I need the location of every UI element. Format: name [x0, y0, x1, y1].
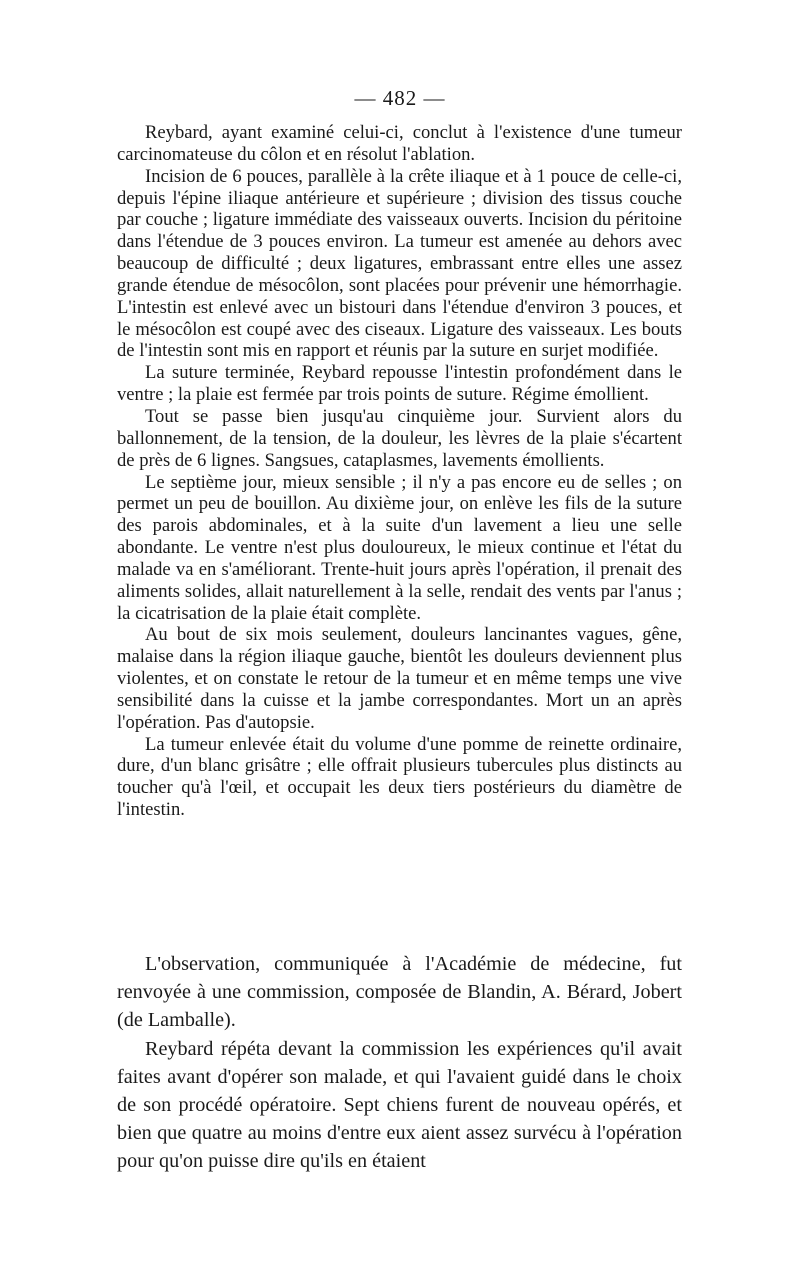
paragraph: La tumeur enlevée était du volume d'une pomme de reinette ordinaire, dure, d'un blanc grisâtre ; elle offrait plusieurs tubercules plus distincts au toucher qu'à l'œil, et occupait les deux tiers postérieurs du diamètre de l'intestin. [117, 733, 682, 821]
paragraph: L'observation, communiquée à l'Académie de médecine, fut renvoyée à une commission, composée de Blandin, A. Bérard, Jobert (de Lamballe). [117, 953, 682, 1032]
paragraph: Au bout de six mois seulement, douleurs lancinantes vagues, gêne, malaise dans la région iliaque gauche, bientôt les douleurs deviennent plus violentes, et on constate le retour de la tumeur et en même temps une vive sensibilité dans la cuisse et la jambe correspondantes. Mort un an après l'opération. Pas d'autopsie. [117, 624, 682, 733]
commentary-text [117, 950, 682, 1176]
paragraph: Incision de 6 pouces, parallèle à la crête iliaque et à 1 pouce de celle-ci, depuis l'épine iliaque antérieure et supérieure ; division des tissus couche par couche ; ligature immédiate des vaisseaux ouverts. Incision du péritoine dans l'étendue de 3 pouces environ. La tumeur est amenée au dehors avec beaucoup de difficulté ; deux ligatures, embrassant entre elles une assez grande étendue de mésocôlon, sont placées pour prévenir une hémorrhagie. L'intestin est enlevé avec un bistouri dans l'étendue d'environ 3 pouces, et le mésocôlon est coupé avec des ciseaux. Ligature des vaisseaux. Les bouts de l'intestin sont mis en rapport et réunis par la suture en surjet modifiée. [117, 165, 682, 362]
case-report-text [117, 122, 682, 821]
paragraph: Tout se passe bien jusqu'au cinquième jour. Survient alors du ballonnement, de la tension, de la douleur, les lèvres de la plaie s'écartent de près de 6 lignes. Sangsues, cataplasmes, lavements émollients. [117, 405, 682, 471]
paragraph: Le septième jour, mieux sensible ; il n'y a pas encore eu de selles ; on permet un peu de bouillon. Au dixième jour, on enlève les fils de la suture des parois abdominales, et à la suite d'un lavement a lieu une selle abondante. Le ventre n'est plus douloureux, le mieux continue et l'état du malade va en s'améliorant. Trente-huit jours après l'opération, il prenait des aliments solides, allait naturellement à la selle, rendait des vents par l'anus ; la cicatrisation de la plaie était complète. [117, 471, 682, 624]
page-number: — 482 — [354, 86, 446, 110]
paragraph: Reybard répéta devant la commission les expériences qu'il avait faites avant d'opérer son malade, et qui l'avaient guidé dans le choix de son procédé opératoire. Sept chiens furent de nouveau opérés, et bien que quatre au moins d'entre eux aient assez survécu à l'opération pour qu'on puisse dire qu'ils en étaient [117, 1037, 682, 1173]
paragraph: La suture terminée, Reybard repousse l'intestin profondément dans le ventre ; la plaie est fermée par trois points de suture. Régime émollient. [117, 362, 682, 406]
paragraph: Reybard, ayant examiné celui-ci, conclut à l'existence d'une tumeur carcinomateuse du côlon et en résolut l'ablation. [117, 122, 682, 165]
